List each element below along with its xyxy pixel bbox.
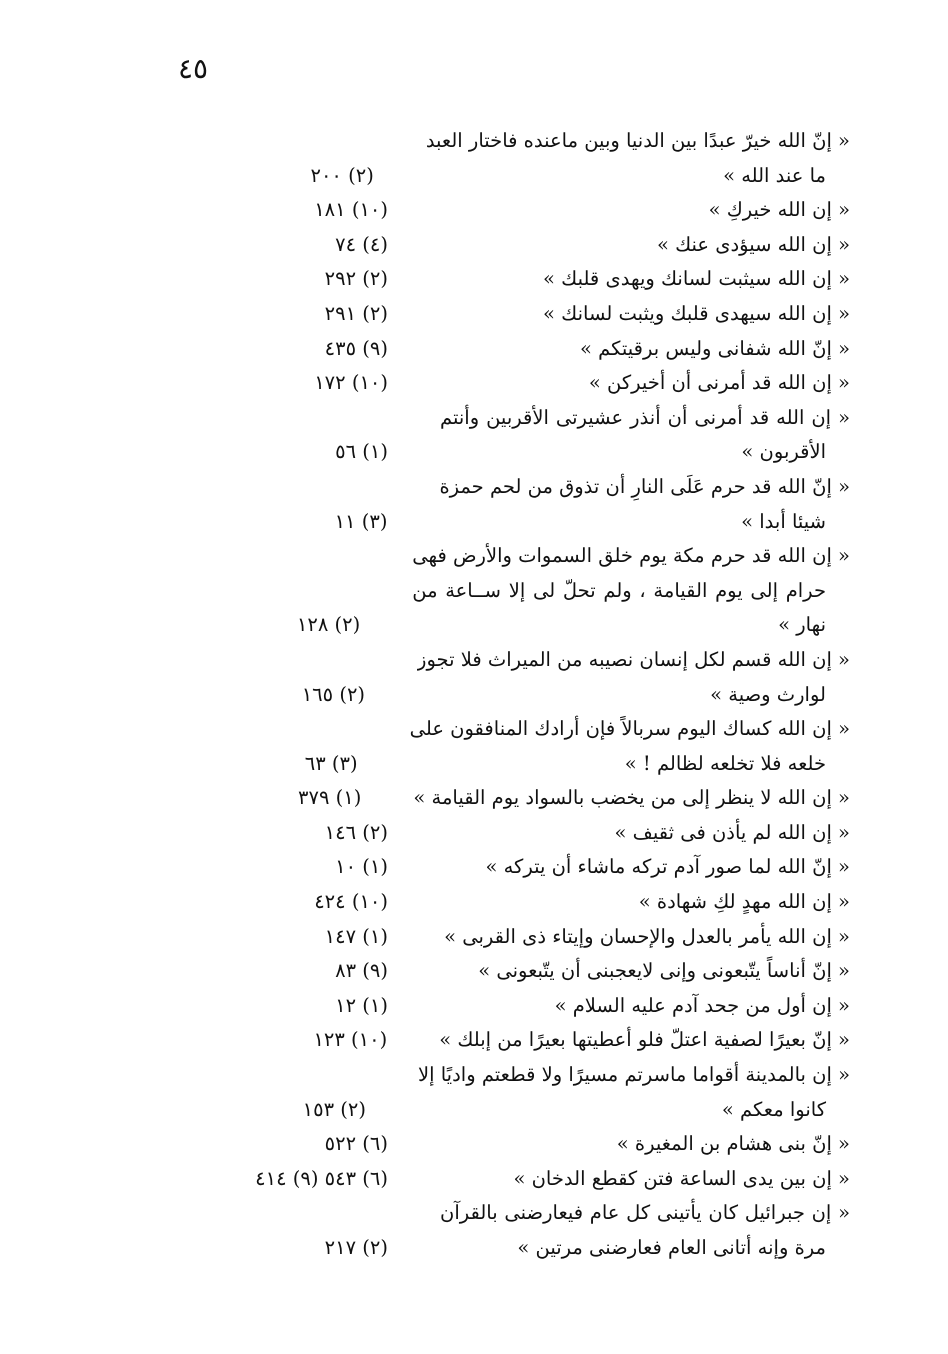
index-entry [200,1196,850,1265]
hadith-text [417,643,850,712]
hadith-line: « إن الله لا ينظر إلى من يخضب بالسواد يوم القيامة » [413,786,850,810]
hadith-text [440,297,850,332]
hadith-line: « إنّ الله لما صور آدم تركه ماشاء أن يتركه » [485,855,850,879]
hadith-reference: (٩) ٤٣٥ [324,336,388,360]
hadith-reference: (١) ١٤٧ [324,924,388,948]
hadith-line: « إن الله لم يأذن فى ثقيف » [614,820,850,844]
index-entry [200,401,850,470]
hadith-reference: (١) ٥٦ [335,440,388,464]
hadith-text [440,1162,850,1197]
hadith-reference: (٢) ١٦٥ [301,682,366,706]
hadith-reference: (١٠) ٤٢٤ [314,890,388,914]
hadith-reference: (٢) ٢١٧ [324,1236,388,1259]
index-entry [200,712,850,781]
index-entry [200,193,850,228]
hadith-reference: (٢) ٢٩١ [324,301,388,325]
hadith-line: خلعه فلا تخلعه لظالم ! » [624,751,826,775]
hadith-text [440,332,850,367]
hadith-reference: (٢) ٢٩٢ [324,267,388,291]
hadith-line: « إن الله قد حرم مكة يوم خلق السموات والأرض فهى [412,544,850,568]
hadith-text [440,850,850,885]
hadith-line: مرة وإنه أتانى العام فعارضنى مرتين » [517,1236,826,1259]
index-entry [200,1023,850,1058]
hadith-line: « إن أول من جحد آدم عليه السلام » [554,993,850,1017]
hadith-reference: (١) ٣٧٩ [298,786,362,810]
hadith-line: « إن بين يدى الساعة فتن كقطع الدخان » [513,1166,850,1190]
index-entry [200,228,850,263]
index-entry [200,1162,850,1197]
index-entry [200,920,850,955]
index-entry [200,989,850,1024]
hadith-line: حرام إلى يوم القيامة ، ولم تحلّ لى إلا ســاعة من [412,578,826,602]
hadith-line: « إن الله قد أمرنى أن أخيركن » [588,371,850,395]
index-entry [200,885,850,920]
hadith-line: « إن الله سيثبت لسانك ويهدى قلبك » [543,267,850,291]
hadith-line: « إن الله خيركِ » [708,198,850,222]
hadith-line: « إن بالمدينة أقواما ماسرتم مسيرًا ولا قطعتم واديًا إلا [418,1063,850,1087]
hadith-line: « إن الله يأمر بالعدل والإحسان وإيتاء ذى القربى » [444,924,850,948]
hadith-reference: (١٠) ١٨١ [314,198,388,222]
hadith-reference: (٢) ٢٠٠ [310,163,374,187]
index-entry [200,539,850,643]
hadith-line: « إن الله سيؤدى عنك » [656,232,850,256]
hadith-reference: (٢) ١٥٣ [302,1097,366,1121]
hadith-reference: (١) ١٢ [335,993,388,1017]
index-entry [200,297,850,332]
hadith-line: « إن جبرائيل كان يأتينى كل عام فيعارضنى بالقرآن [440,1201,850,1225]
hadith-line: « إن الله مهدٍ لكِ شهادة » [638,890,850,914]
hadith-line: « إن الله قد أمرنى أن أنذر عشيرتى الأقربين وأنتم [440,405,850,429]
hadith-text [440,816,850,851]
hadith-text [418,1058,850,1127]
hadith-text [440,401,850,470]
hadith-text [440,262,850,297]
hadith-line: الأقربون » [741,440,826,464]
index-entry [200,643,850,712]
hadith-reference: (٣) ١١ [334,509,388,533]
hadith-reference: (١) ١٠ [335,855,388,879]
index-entry [200,816,850,851]
hadith-line: « إن الله سيهدى قلبك ويثبت لسانك » [543,301,850,325]
index-entry [200,262,850,297]
hadith-reference: (٢) ١٤٦ [324,820,388,844]
hadith-text [413,781,850,816]
hadith-reference: (٦) ٥٤٣ (٩) ٤١٤ [255,1166,388,1190]
hadith-text [426,124,850,193]
hadith-line: « إن الله كساك اليوم سربالاً فإن أرادك المنافقون على [409,717,850,741]
hadith-reference: (٦) ٥٢٢ [324,1132,388,1156]
hadith-line: « إنّ الله خيرّ عبدًا بين الدنيا وبين ماعنده فاختار العبد [425,129,850,152]
hadith-reference: (٣) ٦٣ [304,751,358,775]
hadith-reference: (١٠) ١٧٢ [314,371,388,395]
hadith-line: ما عند الله » [723,163,826,187]
hadith-line: « إنّ الله شفانى وليس برقيتكم » [579,336,850,360]
hadith-reference: (٤) ٧٤ [335,232,388,256]
hadith-line: لوارث وصية » [710,682,826,706]
page-number: ٤٥ [178,52,209,85]
index-entry [200,470,850,539]
index-entry [200,781,850,816]
hadith-reference: (٢) ١٢٨ [296,613,361,637]
hadith-text [440,954,850,989]
hadith-text [439,470,850,539]
hadith-line: كانوا معكم » [721,1097,826,1121]
hadith-text [440,228,850,263]
hadith-line: « إنّ أناساً يتّبعونى وإنى لايعجبنى أن يتّبعونى » [478,959,850,983]
index-entry [200,1058,850,1127]
hadith-line: « إنّ الله قد حرم عَلَى النارِ أن تذوق من لحم حمزة [439,474,850,498]
hadith-text [440,193,850,228]
hadith-text [412,539,850,643]
index-entry [200,332,850,367]
hadith-line: شيئا أبدا » [741,509,826,533]
hadith-text [440,920,850,955]
hadith-reference: (٩) ٨٣ [335,959,388,983]
hadith-text [440,1196,850,1265]
hadith-reference: (١٠) ١٢٣ [313,1028,388,1052]
index-entry [200,366,850,401]
index-entry [200,850,850,885]
hadith-line: « إنّ بنى هشام بن المغيرة » [616,1132,850,1156]
hadith-line: « إنّ بعيرًا لصفية اعتلّ فلو أعطيتها بعيرًا من إبلك » [439,1028,850,1052]
hadith-line: « إن الله قسم لكل إنسان نصيبه من الميراث فلا تجوز [417,647,850,671]
hadith-text [410,712,850,781]
index-entry [200,1127,850,1162]
hadith-text [440,885,850,920]
hadith-text [440,1127,850,1162]
index-entry [200,954,850,989]
hadith-text [440,989,850,1024]
hadith-line: نهار » [778,613,826,637]
hadith-text [440,366,850,401]
index-entry [200,124,850,193]
hadith-text [439,1023,850,1058]
hadith-index [200,124,850,1266]
